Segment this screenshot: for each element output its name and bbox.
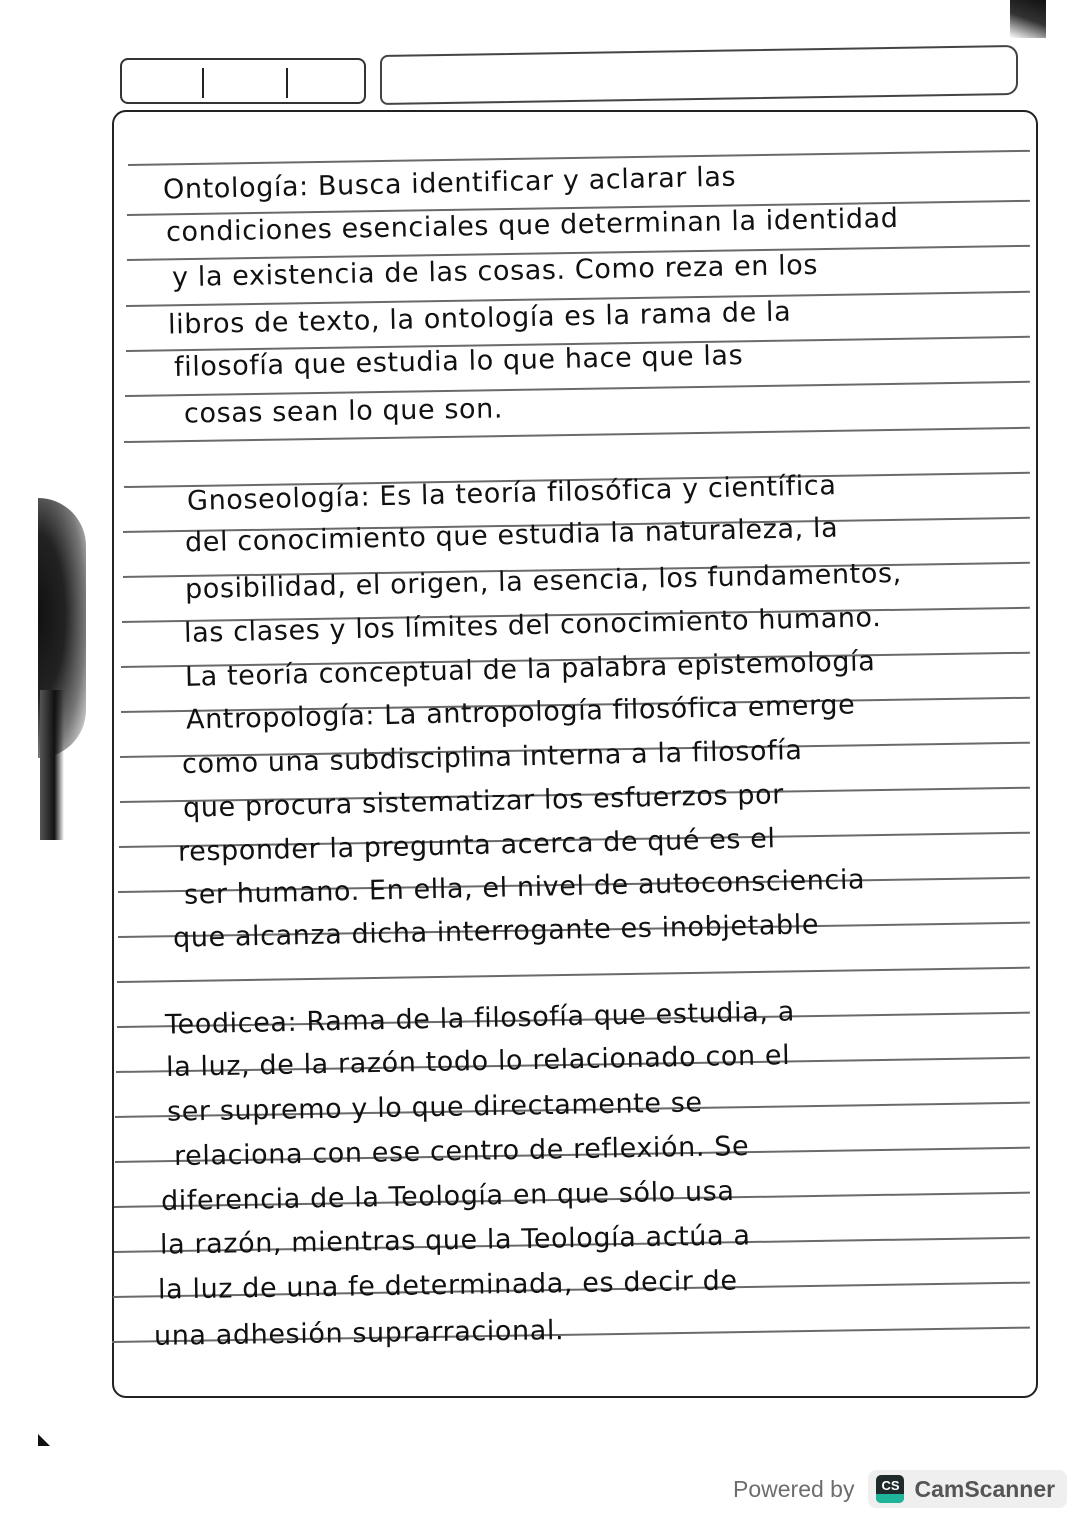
powered-by-label: Powered by (733, 1475, 855, 1502)
note-line: que procura sistematizar los esfuerzos por (182, 779, 785, 824)
note-line: filosofía que estudia lo que hace que las (173, 340, 744, 383)
date-divider (202, 68, 204, 98)
note-line: la luz, de la razón todo lo relacionado con el (165, 1040, 791, 1083)
note-line: del conocimiento que estudia la naturaleza, la (184, 512, 839, 559)
note-line: la luz de una fe determinada, es decir de (157, 1265, 738, 1306)
camscanner-logo-icon (876, 1475, 904, 1503)
note-line: Ontología: Busca identificar y aclarar las (162, 161, 737, 206)
note-line: Teodicea: Rama de la filosofía que estudia, a (164, 996, 796, 1041)
note-line: como una subdisciplina interna a la filosofía (181, 734, 803, 781)
date-field (120, 58, 366, 104)
title-field (380, 45, 1018, 105)
note-line: que alcanza dicha interrogante es inobjetable (172, 909, 820, 954)
note-line: y la existencia de las cosas. Como reza en los (171, 249, 819, 294)
note-line: ser humano. En ella, el nivel de autoconsciencia (183, 864, 866, 911)
note-line: La teoría conceptual de la palabra epistemología (184, 646, 876, 693)
note-line: la razón, mientras que la Teología actúa a (159, 1220, 751, 1261)
corner-shadow (1010, 0, 1046, 38)
page-edge-shadow-lower (40, 690, 64, 840)
note-line: responder la pregunta acerca de qué es el (177, 823, 776, 868)
note-line: ser supremo y lo que directamente se (166, 1087, 703, 1128)
note-line: diferencia de la Teología en que sólo usa (160, 1175, 735, 1218)
camscanner-badge (868, 1470, 1067, 1508)
brand-name: CamScanner (914, 1475, 1056, 1502)
note-line: relaciona con ese centro de reflexión. Se (173, 1130, 750, 1173)
date-divider (286, 68, 288, 98)
note-line: las clases y los límites del conocimiento humano. (183, 602, 882, 649)
note-line: cosas sean lo que son. (183, 393, 504, 430)
logo-text: CS (881, 1478, 900, 1493)
note-line: condiciones esenciales que determinan la identidad (165, 202, 899, 249)
note-line: Gnoseología: Es la teoría filosófica y científica (186, 470, 837, 517)
note-line: posibilidad, el origen, la esencia, los fundamentos, (184, 557, 903, 606)
camscanner-watermark (733, 1468, 1067, 1510)
corner-mark (38, 1434, 50, 1446)
note-line: libros de texto, la ontología es la rama de la (167, 296, 792, 341)
note-line: una adhesión suprarracional. (153, 1315, 565, 1352)
note-line: Antropología: La antropología filosófica emerge (185, 689, 856, 736)
